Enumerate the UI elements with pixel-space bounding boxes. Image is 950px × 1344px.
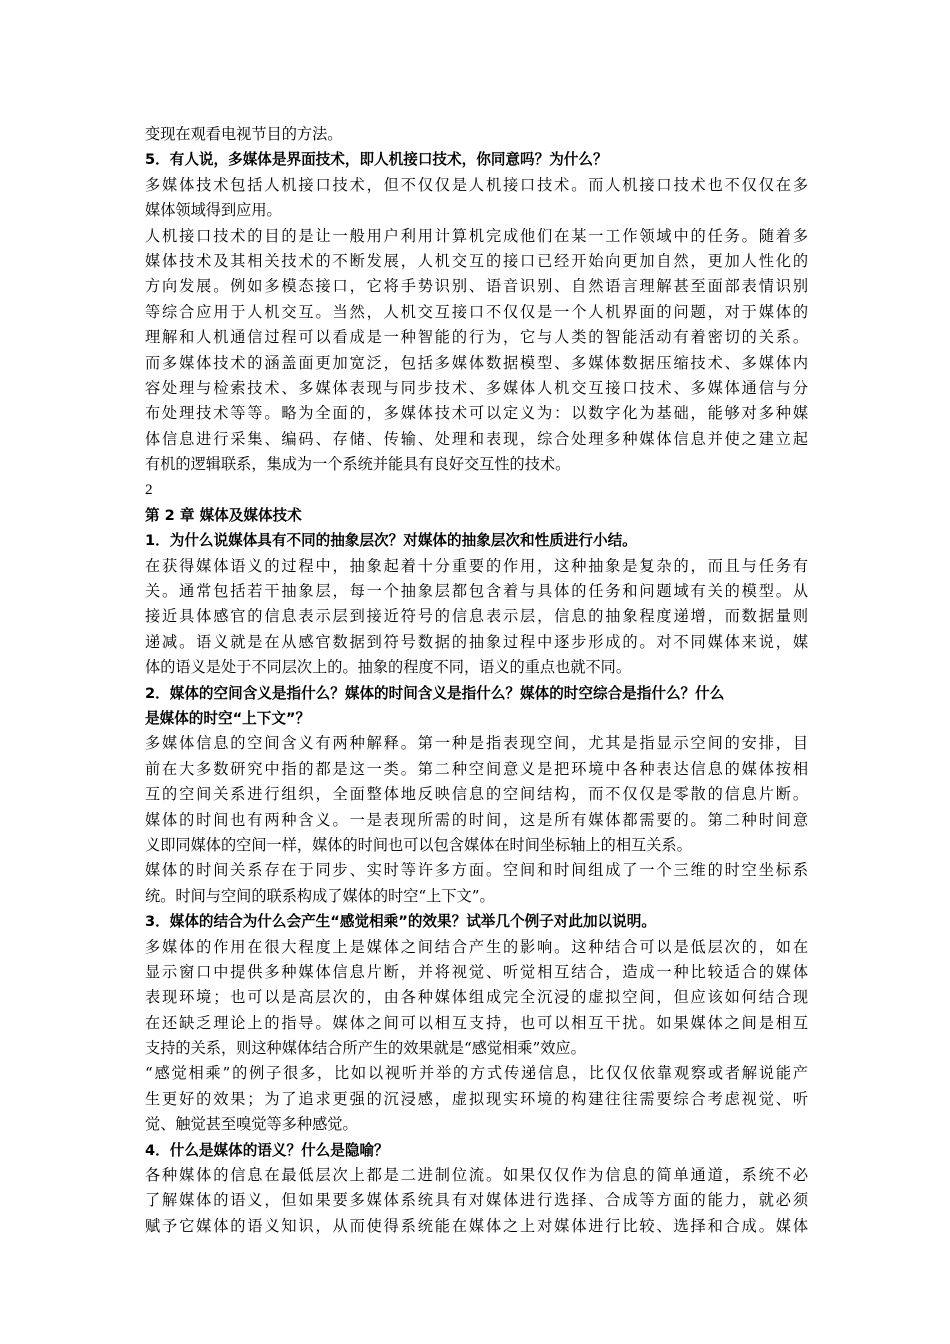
- text-line: 生更好的效果；为了追求更强的沉浸感，虚拟现实环境的构建往往需要综合考虑视觉、听: [145, 1089, 808, 1108]
- text-line: 媒体领域得到应用。: [145, 201, 282, 220]
- text-line: 等综合应用于人机交互。当然，人机交互接口不仅仅是一个人机界面的问题，对于媒体的: [145, 302, 808, 321]
- document-page: [145, 122, 808, 1239]
- text-line: 理解和人机通信过程可以看成是一种智能的行为，它与人类的智能活动有着密切的关系。: [145, 328, 808, 347]
- text-line: 方向发展。例如多模态接口，它将手势识别、语音识别、自然语言理解甚至面部表情识别: [145, 277, 808, 296]
- text-line: 多媒体技术包括人机接口技术，但不仅仅是人机接口技术。而人机接口技术也不仅仅在多: [145, 175, 808, 194]
- text-line: 统。时间与空间的联系构成了媒体的时空“上下文”。: [145, 886, 495, 905]
- text-line: 觉、触觉甚至嗅觉等多种感觉。: [145, 1115, 358, 1134]
- text-line: 接近具体感官的信息表示层到接近符号的信息表示层，信息的抽象程度递增，而数据量则: [145, 607, 808, 626]
- text-line: 在获得媒体语义的过程中，抽象起着十分重要的作用，这种抽象是复杂的，而且与任务有: [145, 556, 808, 575]
- text-line: 而多媒体技术的涵盖面更加宽泛，包括多媒体数据模型、多媒体数据压缩技术、多媒体内: [145, 353, 808, 372]
- text-line: 表现环境；也可以是高层次的，由各种媒体组成完全沉浸的虚拟空间，但应该如何结合现: [145, 988, 808, 1007]
- text-line: 媒体的时间也有两种含义。一是表现所需的时间，这是所有媒体都需要的。第二种时间意: [145, 810, 808, 829]
- heading-line: 4．什么是媒体的语义？什么是隐喻？: [145, 1141, 389, 1159]
- text-line: 在还缺乏理论上的指导。媒体之间可以相互支持，也可以相互干扰。如果媒体之间是相互: [145, 1013, 808, 1032]
- page-number: 2: [145, 481, 153, 499]
- heading-line: 5．有人说，多媒体是界面技术，即人机接口技术，你同意吗？为什么？: [145, 151, 608, 169]
- text-line: 人机接口技术的目的是让一般用户利用计算机完成他们在某一工作领域中的任务。随着多: [145, 226, 808, 245]
- text-line: 多媒体的作用在很大程度上是媒体之间结合产生的影响。这种结合可以是低层次的，如在: [145, 937, 808, 956]
- text-line: 媒体技术及其相关技术的不断发展，人机交互的接口已经开始向更加自然，更加人性化的: [145, 251, 808, 270]
- text-line: 互的空间关系进行组织，全面整体地反映信息的空间结构，而不仅仅是零散的信息片断。: [145, 785, 808, 804]
- text-line: 支持的关系，则这种媒体结合所产生的效果就是“感觉相乘”效应。: [145, 1039, 586, 1058]
- text-line: 布处理技术等等。略为全面的，多媒体技术可以定义为：以数字化为基础，能够对多种媒: [145, 404, 808, 423]
- text-line: 各种媒体的信息在最低层次上都是二进制位流。如果仅仅作为信息的简单通道，系统不必: [145, 1166, 808, 1185]
- heading-line: 第 2 章 媒体及媒体技术: [145, 506, 302, 524]
- text-line: 媒体的时间关系存在于同步、实时等许多方面。空间和时间组成了一个三维的时空坐标系: [145, 861, 808, 880]
- text-line: 义即同媒体的空间一样，媒体的时间也可以包含媒体在时间坐标轴上的相互关系。: [145, 835, 692, 854]
- heading-line: 3．媒体的结合为什么会产生“感觉相乘”的效果？试举几个例子对此加以说明。: [145, 913, 656, 931]
- heading-line: 是媒体的时空“上下文”？: [145, 709, 311, 727]
- text-line: 关。通常包括若干抽象层，每一个抽象层都包含着与具体的任务和问题域有关的模型。从: [145, 582, 808, 601]
- text-line: 显示窗口中提供多种媒体信息片断，并将视觉、听觉相互结合，造成一种比较适合的媒体: [145, 962, 808, 981]
- text-line: 多媒体信息的空间含义有两种解释。第一种是指表现空间，尤其是指显示空间的安排，目: [145, 734, 808, 753]
- text-line: 变现在观看电视节目的方法。: [145, 125, 343, 143]
- text-line: 容处理与检索技术、多媒体表现与同步技术、多媒体人机交互接口技术、多媒体通信与分: [145, 378, 808, 397]
- text-line: “感觉相乘”的例子很多，比如以视听并举的方式传递信息，比仅仅依靠观察或者解说能产: [145, 1064, 808, 1083]
- heading-line: 1．为什么说媒体具有不同的抽象层次？对媒体的抽象层次和性质进行小结。: [145, 532, 637, 550]
- text-line: 前在大多数研究中指的都是这一类。第二种空间意义是把环境中各种表达信息的媒体按相: [145, 759, 808, 778]
- text-line: 赋予它媒体的语义知识，从而使得系统能在媒体之上对媒体进行比较、选择和合成。媒体: [145, 1216, 808, 1235]
- text-line: 递减。语义就是在从感官数据到符号数据的抽象过程中逐步形成的。对不同媒体来说，媒: [145, 632, 808, 651]
- text-line: 了解媒体的语义，但如果要多媒体系统具有对媒体进行选择、合成等方面的能力，就必须: [145, 1191, 808, 1210]
- text-line: 体的语义是处于不同层次上的。抽象的程度不同，语义的重点也就不同。: [145, 658, 631, 677]
- heading-line: 2．媒体的空间含义是指什么？媒体的时间含义是指什么？媒体的时空综合是指什么？什么: [145, 684, 725, 702]
- text-line: 有机的逻辑联系，集成为一个系统并能具有良好交互性的技术。: [145, 455, 571, 474]
- text-line: 体信息进行采集、编码、存储、传输、处理和表现，综合处理多种媒体信息并使之建立起: [145, 429, 808, 448]
